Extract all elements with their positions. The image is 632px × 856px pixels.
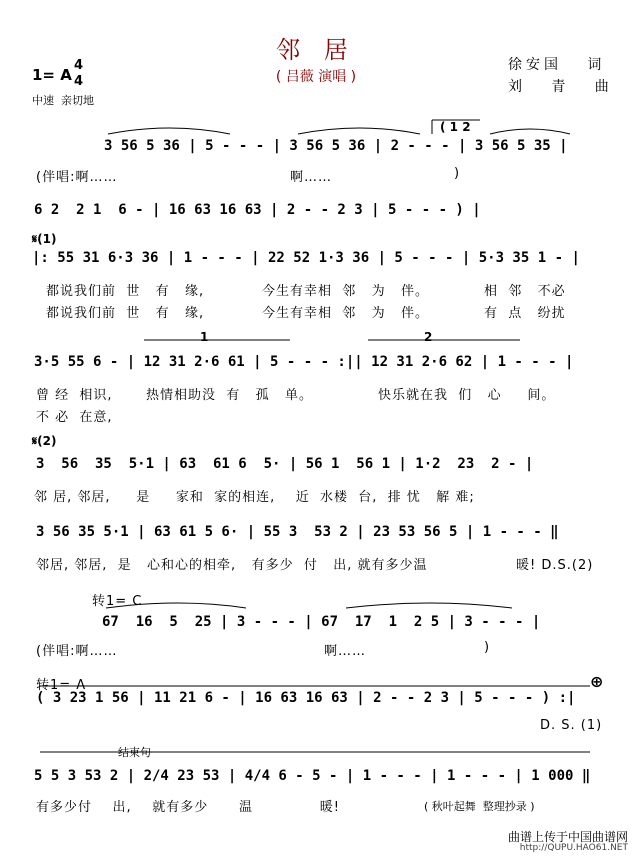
ds-1-marking: D. S. (1): [540, 718, 603, 733]
key-signature: 1= A: [32, 66, 72, 84]
site-url: http://QUPU.HAO61.NET: [519, 843, 628, 853]
staff-2-notes: 6 2 2 1 6 - | 16 63 16 63 | 2 - - 2 3 | 5 - - - ) |: [34, 202, 481, 218]
segno-1: 𝄋(1): [32, 232, 57, 246]
coda-section-label: 结束句: [118, 746, 151, 759]
staff-4-notes: 3·5 55 6 - | 12 31 2·6 61 | 5 - - - :|| 12 31 2·6 62 | 1 - - - |: [34, 354, 574, 370]
staff-7-lyric-a: (伴唱:啊……: [36, 644, 118, 659]
staff-9-lyric: 有多少付 出, 就有多少 温 暖!: [36, 800, 340, 815]
slur-line: [106, 603, 246, 608]
staff-6-notes: 3 56 35 5·1 | 63 61 5 6· | 55 3 53 2 | 23 53 56 5 | 1 - - - ‖: [36, 524, 559, 540]
staff-1-lyric-b: 啊……: [290, 170, 333, 185]
site-watermark: 曲谱上传于中国曲谱网: [507, 830, 628, 844]
staff-7-lyric-b: 啊……: [324, 644, 367, 659]
slur-line: [346, 603, 512, 608]
slur-line: [108, 128, 230, 134]
key-change-a: 转1= A: [36, 678, 87, 693]
staff-4-lyric-2a: 不 必 在意,: [36, 410, 113, 425]
staff-3-lyric-2a: 都说我们前 世 有 缘,: [46, 306, 205, 321]
staff-4-lyric-1a: 曾 经 相识,: [36, 388, 113, 403]
staff-4-lyric-1b: 热情相助没 有 孤 单。: [146, 388, 314, 403]
transcriber-credit: ( 秋叶起舞 整理抄录 ): [424, 800, 535, 813]
key-change-c: 转1= C: [92, 594, 143, 609]
slur-line: [298, 128, 420, 134]
staff-7-notes: 67 16 5 25 | 3 - - - | 67 17 1 2 5 | 3 - - - |: [102, 614, 541, 630]
staff-8-notes: ( 3 23 1 56 | 11 21 6 - | 16 63 16 63 | 2 - - 2 3 | 5 - - - ) :|: [36, 690, 576, 706]
staff-5-notes: 3 56 35 5·1 | 63 61 6 5· | 56 1 56 1 | 1·2 23 2 - |: [36, 456, 534, 472]
staff-5-lyric: 邻 居, 邻居, 是 家和 家的相连, 近 水楼 台, 排 忧 解 难;: [34, 490, 475, 505]
staff-1-lyric-a: (伴唱:啊……: [36, 170, 118, 185]
song-title: 邻 居: [276, 36, 356, 64]
staff-3-lyric-1a: 都说我们前 世 有 缘,: [46, 284, 205, 299]
time-signature-top: 4: [74, 58, 84, 73]
ds-2-marking: 暖! D.S.(2): [516, 558, 594, 573]
staff-7-lyric-c: ): [484, 640, 491, 655]
volta-bracket-label: ( 1 2: [440, 120, 471, 134]
staff-3-lyric-2c: 有 点 纷扰: [484, 306, 566, 321]
staff-3-lyric-1c: 相 邻 不必: [484, 284, 566, 299]
staff-6-lyric: 邻居, 邻居, 是 心和心的相牵, 有多少 付 出, 就有多少温: [36, 558, 428, 573]
slur-line: [490, 129, 570, 134]
tempo-marking: 中速 亲切地: [32, 94, 94, 107]
composer-credit: 刘 青 曲: [508, 79, 613, 95]
staff-9-notes: 5 5 3 53 2 | 2/4 23 53 | 4/4 6 - 5 - | 1 - - - | 1 - - - | 1 000 ‖: [34, 768, 591, 784]
second-ending-label: 2: [424, 330, 433, 344]
performer-subtitle: ( 吕薇 演唱 ): [275, 69, 357, 85]
staff-3-notes: |: 55 31 6·3 36 | 1 - - - | 22 52 1·3 36 | 5 - - - | 5·3 35 1 - |: [32, 250, 580, 266]
lyricist-credit: 徐安国 词: [508, 57, 606, 73]
coda-icon: ⊕: [590, 672, 604, 691]
staff-3-lyric-2b: 今生有幸相 邻 为 伴。: [262, 306, 430, 321]
staff-4-lyric-1c: 快乐就在我 们 心 间。: [378, 388, 556, 403]
first-ending-label: 1: [200, 330, 209, 344]
staff-1-notes: 3 56 5 36 | 5 - - - | 3 56 5 36 | 2 - - - | 3 56 5 35 |: [104, 138, 568, 154]
staff-3-lyric-1b: 今生有幸相 邻 为 伴。: [262, 284, 430, 299]
staff-1-lyric-c: ): [454, 166, 461, 181]
segno-2: 𝄋(2): [32, 434, 57, 448]
time-signature-bottom: 4: [74, 74, 84, 89]
volta-bracket: [432, 120, 480, 134]
